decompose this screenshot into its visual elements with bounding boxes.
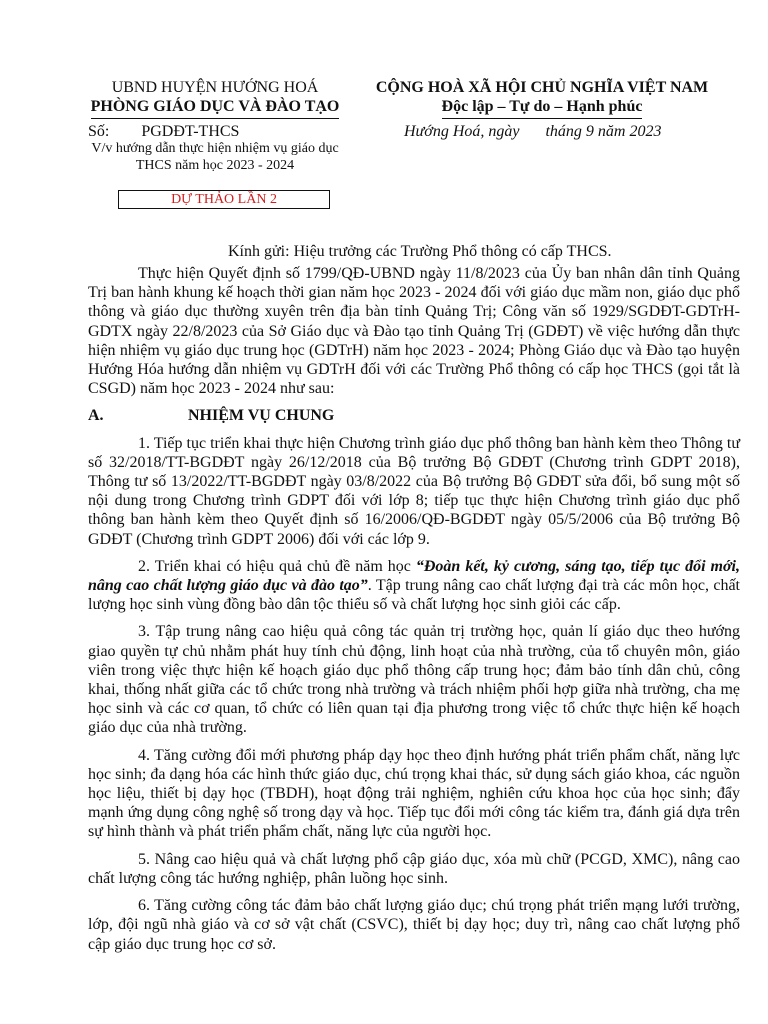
country-name: CỘNG HOÀ XÃ HỘI CHỦ NGHĨA VIỆT NAM bbox=[375, 79, 709, 96]
intro-paragraph: Thực hiện Quyết định số 1799/QĐ-UBND ngày 11/8/2023 của Ủy ban nhân dân tỉnh Quảng Trị ban hành khung kế hoạch thời gian năm học 2023 - 2024 đối với giáo dục mầm non, giáo dục phổ thông và giáo dục thường xuyên trên địa bàn tỉnh Quảng Trị; Công văn số 1929/SGDĐT-GDTrH-GDTX ngày 22/8/2023 của Sở Giáo dục và Đào tạo tỉnh Quảng Trị (GDĐT) về việc hướng dẫn thực hiện nhiệm vụ giáo dục trung học (GDTrH) năm học 2023 - 2024; Phòng Giáo dục và Đào tạo huyện Hướng Hóa hướng dẫn nhiệm vụ GDTrH đối với các Trường Phổ thông có cấp học THCS (gọi tắt là CSGD) năm học 2023 - 2024 như sau: bbox=[88, 265, 740, 398]
task-item-4: 4. Tăng cường đổi mới phương pháp dạy học theo định hướng phát triển phẩm chất, năng lực học sinh; đa dạng hóa các hình thức giáo dục, chú trọng khai thác, sử dụng sách giáo khoa, các nguồn học liệu, thiết bị dạy học (TBDH), hoạt động trải nghiệm, nghiên cứu khoa học của học sinh; đẩy mạnh ứng dụng công nghệ số trong dạy và học. Tiếp tục đổi mới công tác kiểm tra, đánh giá dựa trên sự hình thành và phát triển phẩm chất, năng lực của người học. bbox=[88, 746, 740, 841]
document-number bbox=[88, 122, 239, 141]
section-number: A. bbox=[88, 407, 104, 425]
national-motto-block bbox=[356, 78, 728, 119]
document-subject: V/v hướng dẫn thực hiện nhiệm vụ giáo dục THCS năm học 2023 - 2024 bbox=[91, 141, 339, 173]
issuing-agency bbox=[76, 97, 354, 119]
document-body bbox=[88, 264, 740, 962]
task-item-2-start: 2. Triển khai có hiệu quả chủ đề năm học bbox=[138, 557, 416, 575]
section-heading bbox=[88, 406, 740, 425]
task-item-2-end: . Tập trung nâng cao chất lượng đại trà các môn học, chất lượng học sinh vùng đồng bào dân tộc thiểu số và chất lượng học sinh giỏi các cấp. bbox=[88, 577, 741, 614]
draft-stamp: DỰ THẢO LẦN 2 bbox=[118, 190, 330, 209]
issue-date bbox=[404, 122, 661, 141]
task-item-3: 3. Tập trung nâng cao hiệu quả công tác quản trị trường học, quản lí giáo dục theo hướng giao quyền tự chủ nhằm phát huy tính chủ động, linh hoạt của nhà trường, của tổ chuyên môn, giáo viên trong việc thực hiện kế hoạch giáo dục phổ thông cấp trung học; đảm bảo tính dân chủ, công khai, thống nhất giữa các tổ chức trong nhà trường và trách nhiệm phối hợp giữa nhà trường, cha mẹ học sinh và các cơ quan, tổ chức có liên quan tại địa phương trong việc tổ chức thực hiện kế hoạch giáo dục của nhà trường. bbox=[88, 623, 740, 737]
recipient-line: Kính gửi: Hiệu trưởng các Trường Phổ thông có cấp THCS. bbox=[228, 243, 612, 260]
task-item-5: 5. Nâng cao hiệu quả và chất lượng phổ cập giáo dục, xóa mù chữ (PCGD, XMC), nâng cao chất lượng công tác hướng nghiệp, phân luồng học sinh. bbox=[88, 850, 740, 887]
task-item-2-quote: “Đoàn kết, kỷ cương, sáng tạo, tiếp tục đổi mới, nâng cao chất lượng giáo dục và đào tạo” bbox=[88, 557, 741, 595]
motto-text: Độc lập – Tự do – Hạnh phúc bbox=[442, 97, 643, 119]
parent-agency: UBND HUYỆN HƯỚNG HOÁ bbox=[111, 79, 319, 96]
issuing-agency-name: PHÒNG GIÁO DỤC VÀ ĐÀO TẠO bbox=[91, 97, 340, 119]
task-item-1: 1. Tiếp tục triển khai thực hiện Chương trình giáo dục phổ thông ban hành kèm theo Thông tư số 32/2018/TT-BGDĐT ngày 26/12/2018 của Bộ trưởng Bộ GDĐT (Chương trình GDPT 2018), Thông tư số 13/2022/TT-BGDĐT ngày 03/8/2022 của Bộ trưởng Bộ GDĐT sửa đổi, bổ sung một số nội dung trong Chương trình GDPT đối với lớp 8; tiếp tục thực hiện Chương trình giáo dục phổ thông ban hành kèm theo Quyết định số 16/2006/QĐ-BGDĐT ngày 05/5/2006 của Bộ trưởng Bộ GDĐT (Chương trình GDPT 2006) đối với các lớp 9. bbox=[88, 434, 740, 548]
task-item-6: 6. Tăng cường công tác đảm bảo chất lượng giáo dục; chú trọng phát triển mạng lưới trường, lớp, đội ngũ nhà giáo và cơ sở vật chất (CSVC), thiết bị dạy học; duy trì, nâng cao chất lượng phổ cập giáo dục trung học cơ sở. bbox=[88, 897, 740, 953]
task-item-2 bbox=[88, 557, 740, 615]
document-number-code: PGDĐT-THCS bbox=[141, 123, 240, 140]
document-number-label: Số: bbox=[88, 123, 110, 140]
motto bbox=[356, 97, 728, 119]
issuing-agency-block bbox=[76, 78, 354, 119]
issue-date-place: Hướng Hoá, ngày bbox=[404, 123, 520, 140]
section-title: NHIỆM VỤ CHUNG bbox=[188, 407, 335, 425]
issue-date-rest: tháng 9 năm 2023 bbox=[545, 123, 662, 140]
